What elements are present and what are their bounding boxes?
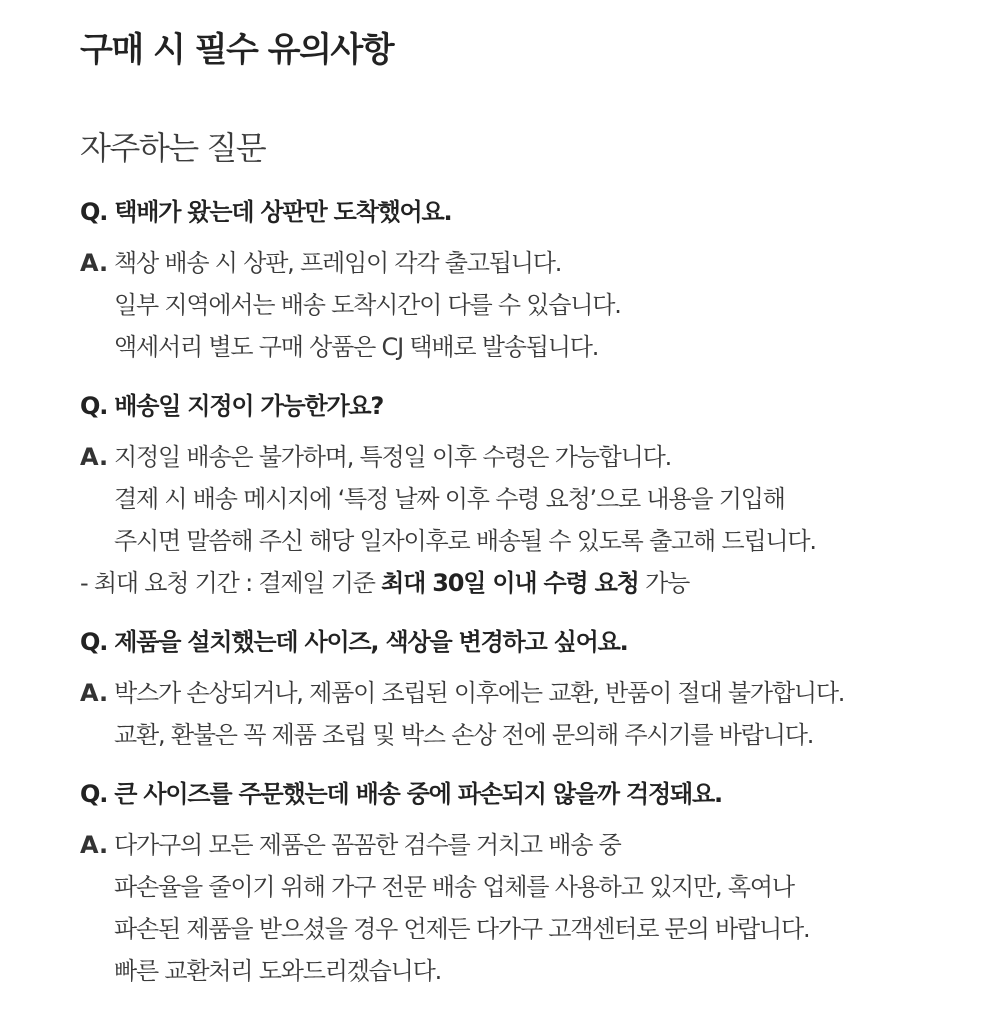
answer-line: 책상 배송 시 상판, 프레임이 각각 출고됩니다. [114, 249, 562, 277]
answer-line: 결제 시 배송 메시지에 ‘특정 날짜 이후 수령 요청’으로 내용을 기입해 [114, 485, 785, 513]
answer-prefix: A. [80, 249, 109, 277]
answer-prefix: A. [80, 679, 109, 707]
faq-question: Q. 제품을 설치했는데 사이즈, 색상을 변경하고 싶어요. [80, 628, 628, 656]
faq-item [80, 388, 1000, 604]
note-highlight: 최대 30일 이내 수령 요청 [381, 569, 639, 597]
answer-line: 박스가 손상되거나, 제품이 조립된 이후에는 교환, 반품이 절대 불가합니다. [114, 679, 845, 707]
answer-lines [114, 436, 1000, 562]
answer-line: 다가구의 모든 제품은 꼼꼼한 검수를 거치고 배송 중 [114, 831, 621, 859]
page-title: 구매 시 필수 유의사항 [80, 30, 394, 70]
faq-question: Q. 배송일 지정이 가능한가요? [80, 392, 384, 420]
answer-line: 파손된 제품을 받으셨을 경우 언제든 다가구 고객센터로 문의 바랍니다. [114, 915, 810, 943]
answer-lines [114, 824, 1000, 992]
faq-section-title: 자주하는 질문 [80, 129, 266, 167]
note-prefix: - 최대 요청 기간 : 결제일 기준 [80, 569, 382, 597]
faq-section [80, 126, 1000, 992]
delivery-period-note [80, 562, 1000, 604]
faq-item [80, 624, 1000, 756]
faq-answer [80, 436, 1000, 562]
faq-answer [80, 672, 1000, 756]
faq-answer [80, 242, 1000, 368]
answer-line: 빠른 교환처리 도와드리겠습니다. [114, 957, 442, 985]
note-suffix: 가능 [638, 569, 690, 597]
answer-line: 일부 지역에서는 배송 도착시간이 다를 수 있습니다. [114, 291, 621, 319]
faq-item [80, 776, 1000, 992]
answer-line: 파손율을 줄이기 위해 가구 전문 배송 업체를 사용하고 있지만, 혹여나 [114, 873, 794, 901]
answer-line: 주시면 말씀해 주신 해당 일자이후로 배송될 수 있도록 출고해 드립니다. [114, 527, 816, 555]
faq-answer [80, 824, 1000, 992]
faq-question: Q. 택배가 왔는데 상판만 도착했어요. [80, 198, 452, 226]
answer-lines [114, 242, 1000, 368]
answer-line: 지정일 배송은 불가하며, 특정일 이후 수령은 가능합니다. [114, 443, 672, 471]
faq-question: Q. 큰 사이즈를 주문했는데 배송 중에 파손되지 않을까 걱정돼요. [80, 780, 722, 808]
answer-lines [114, 672, 1000, 756]
faq-item [80, 194, 1000, 368]
answer-line: 교환, 환불은 꼭 제품 조립 및 박스 손상 전에 문의해 주시기를 바랍니다. [114, 721, 814, 749]
answer-line: 액세서리 별도 구매 상품은 CJ 택배로 발송됩니다. [114, 333, 599, 361]
answer-prefix: A. [80, 443, 109, 471]
answer-prefix: A. [80, 831, 109, 859]
